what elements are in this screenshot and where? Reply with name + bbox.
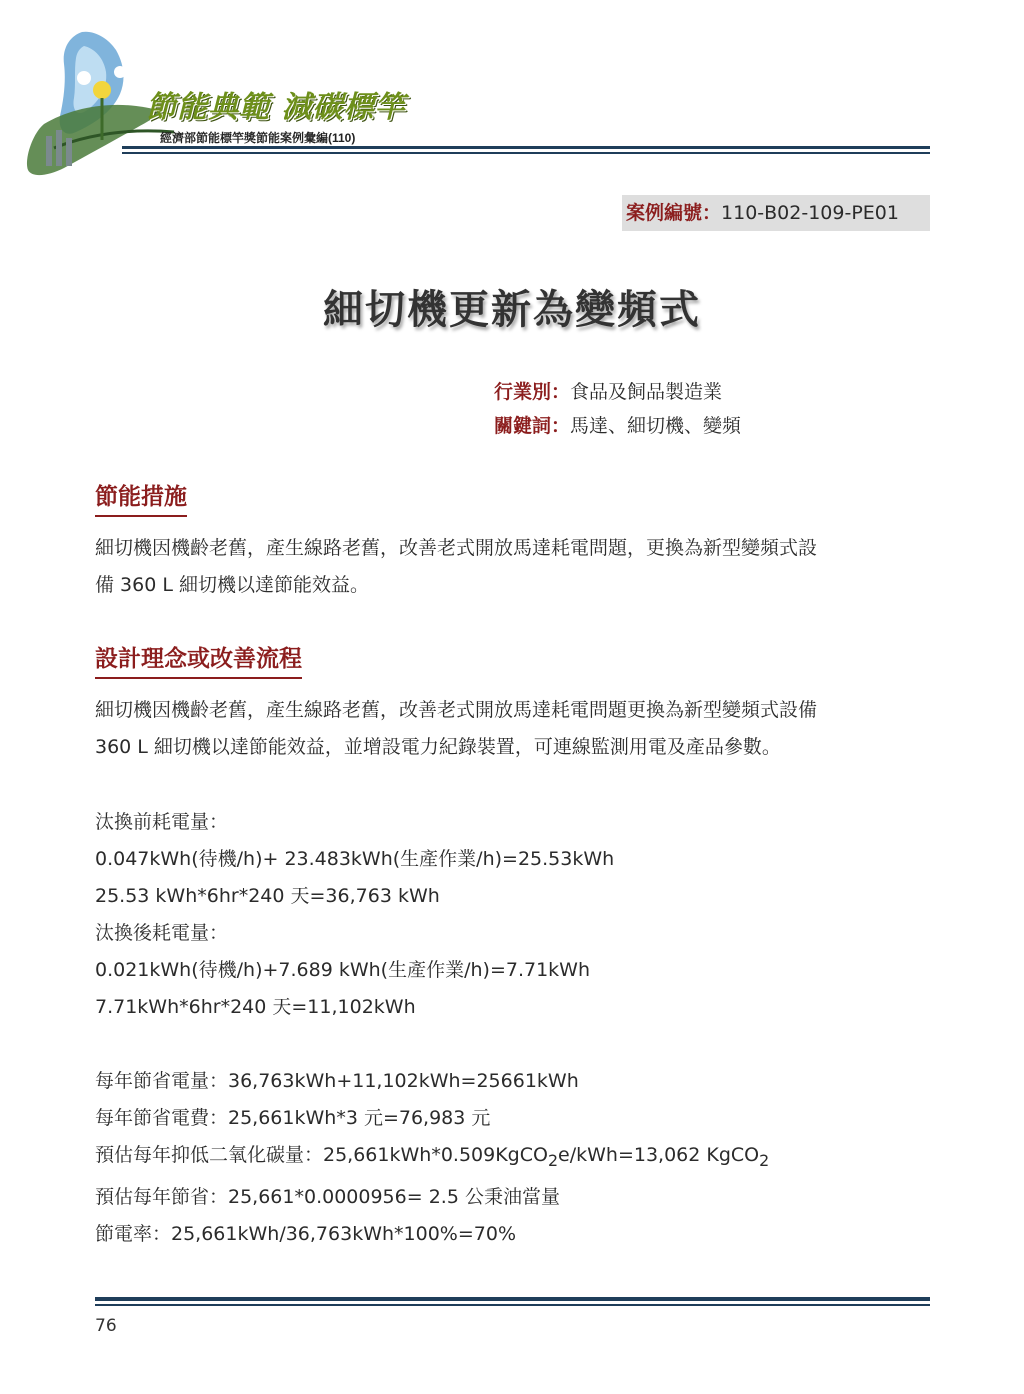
savings-results	[95, 1063, 935, 1253]
industry-value: 食品及飼品製造業	[570, 381, 723, 403]
keywords-row	[494, 411, 741, 438]
after-line-2: 7.71kWh*6hr*240 天=11,102kWh	[95, 996, 416, 1018]
oil-equivalent-saving: 預估每年節省：25,661*0.0000956= 2.5 公秉油當量	[95, 1185, 560, 1208]
section-heading-design: 設計理念或改善流程	[95, 640, 302, 679]
industry-label: 行業別：	[494, 381, 571, 403]
case-number-value: 110-B02-109-PE01	[721, 202, 899, 224]
before-line-1: 0.047kWh(待機/h)+ 23.483kWh(生產作業/h)=25.53kWh	[95, 848, 615, 870]
keywords-value: 馬達、細切機、變頻	[570, 415, 742, 437]
page-title: 細切機更新為變頻式	[323, 287, 701, 333]
header-divider-thin	[122, 152, 930, 154]
annual-cost-saving: 每年節省電費：25,661kWh*3 元=76,983 元	[95, 1107, 491, 1129]
measures-paragraph	[95, 530, 935, 604]
after-label: 汰換後耗電量：	[95, 922, 229, 944]
case-number-badge	[622, 195, 930, 231]
keywords-label: 關鍵詞：	[494, 415, 571, 437]
consumption-calculations	[95, 804, 935, 1026]
co2-subscript-2: 2	[759, 1150, 770, 1170]
footer-divider	[95, 1297, 930, 1301]
case-number-label: 案例編號：	[626, 202, 722, 224]
header-divider	[122, 146, 930, 149]
paragraph-line: 細切機因機齡老舊，產生線路老舊，改善老式開放馬達耗電問題，更換為新型變頻式設	[95, 537, 818, 559]
paragraph-line: 360 L 細切機以達節能效益，並增設電力紀錄裝置，可連線監測用電及產品參數。	[95, 736, 781, 758]
design-paragraph	[95, 692, 935, 766]
co2-text-1: 預估每年抑低二氧化碳量：25,661kWh*0.509KgCO	[95, 1144, 548, 1166]
co2-subscript-1: 2	[547, 1150, 559, 1170]
paragraph-line: 備 360 L 細切機以達節能效益。	[95, 574, 369, 596]
series-subtitle: 經濟部節能標竿獎節能案例彙編(110)	[160, 131, 356, 145]
power-saving-rate: 節電率：25,661kWh/36,763kWh*100%=70%	[95, 1222, 516, 1245]
co2-text-2: e/kWh=13,062 KgCO	[558, 1144, 760, 1166]
annual-kwh-saving: 每年節省電量：36,763kWh+11,102kWh=25661kWh	[95, 1070, 579, 1092]
page-number: 76	[95, 1316, 117, 1336]
section-heading-measures: 節能措施	[95, 478, 187, 517]
co2-reduction	[95, 1137, 935, 1179]
series-title: 節能典範 減碳標竿	[146, 90, 406, 125]
before-label: 汰換前耗電量：	[95, 811, 229, 833]
paragraph-line: 細切機因機齡老舊，產生線路老舊，改善老式開放馬達耗電問題更換為新型變頻式設備	[95, 699, 818, 721]
after-line-1: 0.021kWh(待機/h)+7.689 kWh(生產作業/h)=7.71kWh	[95, 959, 591, 981]
industry-row	[494, 377, 722, 404]
before-line-2: 25.53 kWh*6hr*240 天=36,763 kWh	[95, 885, 440, 907]
footer-divider-thin	[95, 1304, 930, 1306]
